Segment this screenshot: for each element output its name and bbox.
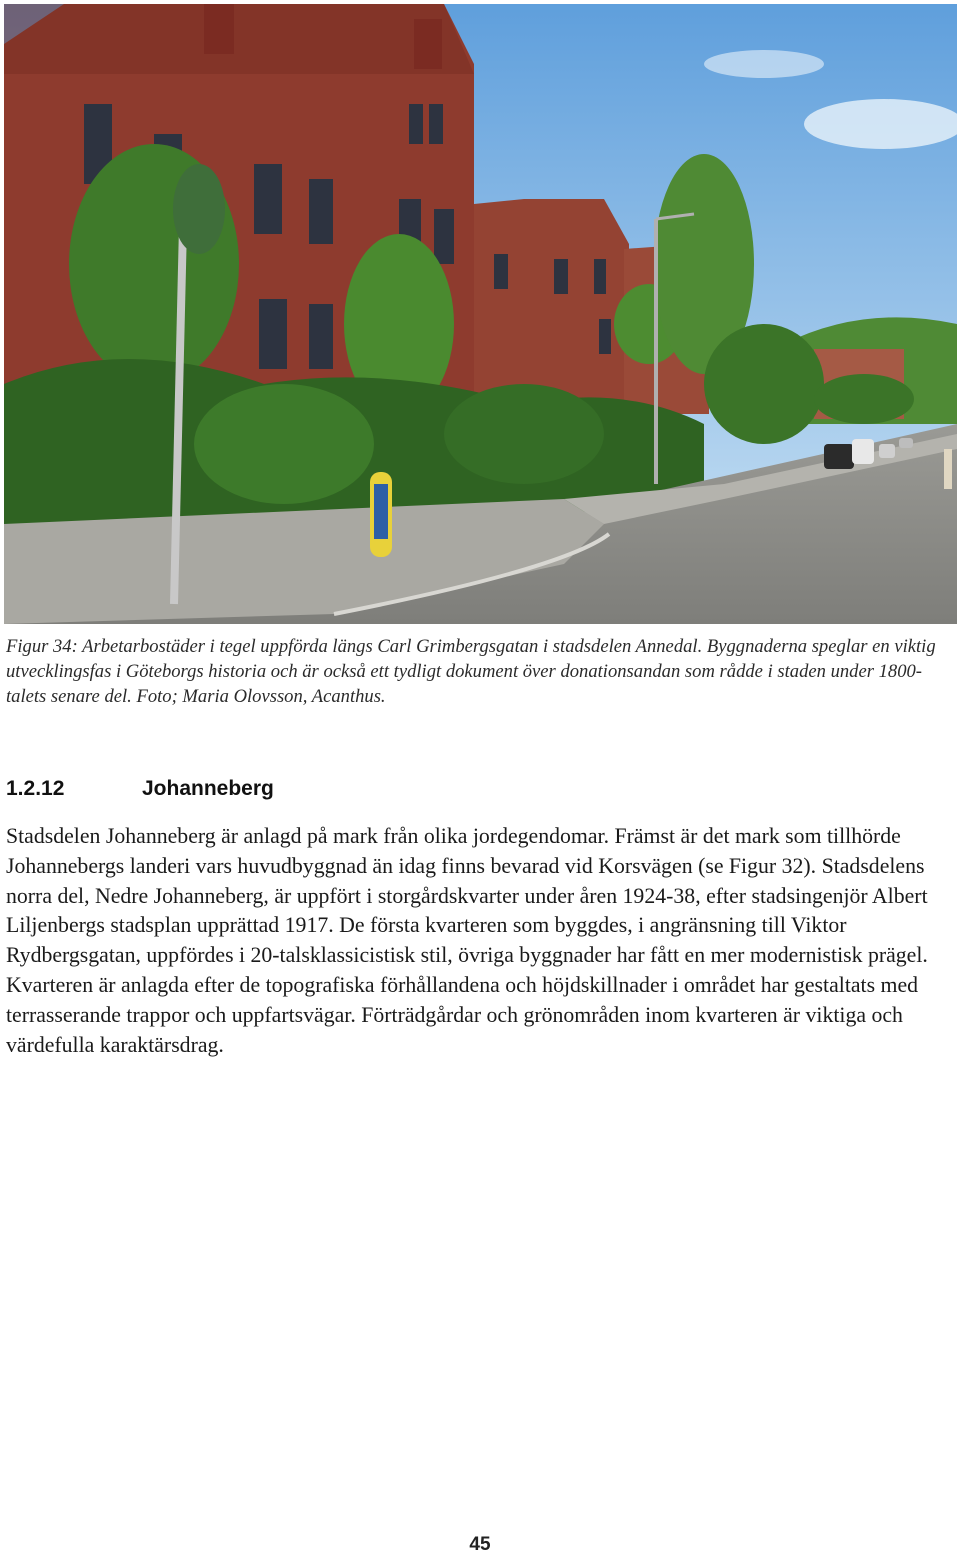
- section-heading: [6, 775, 274, 803]
- section-number: 1.2.12: [6, 777, 65, 800]
- figure-caption: Figur 34: Arbetarbostäder i tegel uppförda längs Carl Grimbergsgatan i stadsdelen Annedal. Byggnaderna speglar en viktig utvecklingsfas i Göteborgs historia och är också ett tydligt dokument över donationsandan som rådde i staden under 1800-talets senare del. Foto; Maria Olovsson, Acanthus.: [6, 636, 936, 707]
- street-photo: [4, 4, 957, 624]
- section-title: Johanneberg: [142, 777, 274, 800]
- page-number: 45: [469, 1534, 491, 1555]
- section-body: Stadsdelen Johanneberg är anlagd på mark från olika jordegendomar. Främst är det mark som tillhörde Johannebergs landeri vars huvudbyggnad än idag finns bevarad vid Korsvägen (se Figur 32). Stadsdelens norra del, Nedre Johanneberg, är uppfört i storgårdskvarter under åren 1924-38, efter stadsingenjör Albert Liljenbergs stadsplan upprättad 1917. De första kvarteren som byggdes, i angränsning till Viktor Rydbergsgatan, uppfördes i 20-talsklassicistisk stil, övriga byggnader har fått en mer modernistisk prägel. Kvarteren är anlagda efter de topografiska förhållandena och höjdskillnader i området har gestaltats med terrasserande trappor och uppfartsvägar. Förträdgårdar och grönområden inom kvarteren är viktiga och värdefulla karaktärsdrag.: [6, 824, 928, 1057]
